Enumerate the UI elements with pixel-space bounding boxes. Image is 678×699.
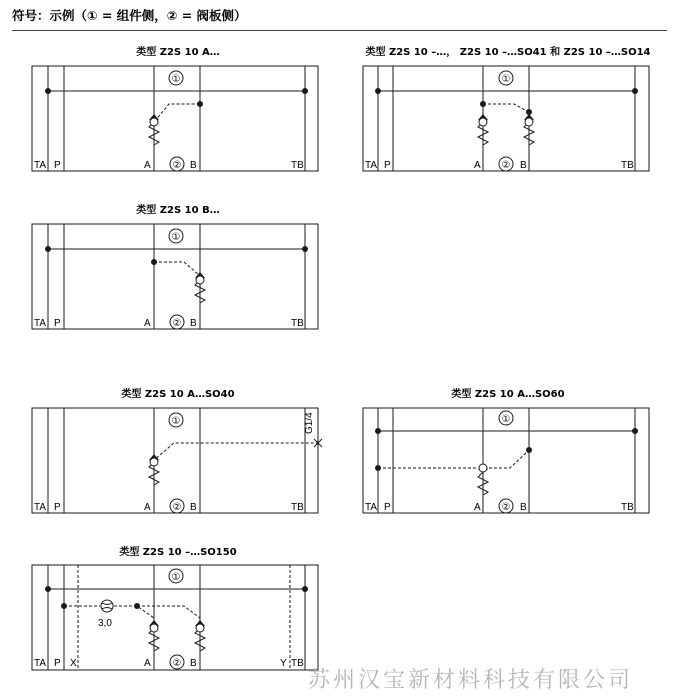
port-x-label: X bbox=[70, 658, 77, 669]
port-a-label: A bbox=[144, 658, 151, 669]
side2-text: ② bbox=[501, 502, 511, 513]
port-p-label: P bbox=[54, 318, 61, 329]
side2-text: ② bbox=[172, 658, 182, 669]
port-tb-label: TB bbox=[291, 658, 304, 669]
page-header-text: 符号：示例（① = 组件侧，② = 阀板侧） bbox=[12, 8, 247, 23]
diagram-title-z2s10a: 类型 Z2S 10 A… bbox=[136, 47, 220, 58]
port-ta-label: TA bbox=[34, 502, 47, 513]
port-b-label: B bbox=[190, 318, 197, 329]
port-ta-label: TA bbox=[365, 502, 378, 513]
port-b-label: B bbox=[190, 502, 197, 513]
side1-text: ① bbox=[171, 232, 181, 243]
throttle-value-label: 3,0 bbox=[98, 618, 112, 629]
port-p-label: P bbox=[54, 160, 61, 171]
side1-text: ① bbox=[171, 74, 181, 85]
port-tb-label: TB bbox=[291, 318, 304, 329]
check-valve-ball-icon bbox=[196, 624, 204, 632]
diagram-title-z2s10dash: 类型 Z2S 10 –…， Z2S 10 –…SO41 和 Z2S 10 –…SO14 bbox=[365, 47, 651, 58]
diagram-title-z2s10b: 类型 Z2S 10 B… bbox=[136, 205, 220, 216]
side1-text: ① bbox=[171, 416, 181, 427]
diagram-title-z2s10aso40: 类型 Z2S 10 A…SO40 bbox=[121, 389, 235, 400]
side2-text: ② bbox=[172, 318, 182, 329]
port-p-label: P bbox=[54, 502, 61, 513]
port-ta-label: TA bbox=[34, 318, 47, 329]
port-ta-label: TA bbox=[34, 658, 47, 669]
side2-text: ② bbox=[172, 502, 182, 513]
port-b-label: B bbox=[190, 160, 197, 171]
side1-text: ① bbox=[171, 572, 181, 583]
port-tb-label: TB bbox=[621, 502, 634, 513]
port-a-label: A bbox=[144, 160, 151, 171]
port-y-label: Y bbox=[280, 658, 287, 669]
port-tb-label: TB bbox=[621, 160, 634, 171]
side1-text: ① bbox=[501, 414, 511, 425]
watermark: 苏州汉宝新材料科技有限公司 bbox=[308, 668, 634, 693]
port-b-label: B bbox=[520, 502, 527, 513]
port-ta-label: TA bbox=[34, 160, 47, 171]
side2-text: ② bbox=[501, 160, 511, 171]
port-p-label: P bbox=[384, 160, 391, 171]
g14-port-label: G1/4 bbox=[304, 412, 315, 434]
side1-text: ① bbox=[501, 74, 511, 85]
port-p-label: P bbox=[54, 658, 61, 669]
check-valve-ball-icon bbox=[150, 624, 158, 632]
port-tb-label: TB bbox=[291, 502, 304, 513]
port-a-label: A bbox=[144, 318, 151, 329]
port-a-label: A bbox=[474, 160, 481, 171]
port-p-label: P bbox=[384, 502, 391, 513]
port-b-label: B bbox=[190, 658, 197, 669]
diagram-title-z2s10aso60: 类型 Z2S 10 A…SO60 bbox=[451, 389, 565, 400]
port-a-label: A bbox=[144, 502, 151, 513]
port-b-label: B bbox=[520, 160, 527, 171]
port-a-label: A bbox=[474, 502, 481, 513]
diagram-title-z2s10so150: 类型 Z2S 10 –…SO150 bbox=[119, 547, 237, 558]
port-tb-label: TB bbox=[291, 160, 304, 171]
port-ta-label: TA bbox=[365, 160, 378, 171]
side2-text: ② bbox=[172, 160, 182, 171]
throttle-icon bbox=[101, 600, 113, 612]
